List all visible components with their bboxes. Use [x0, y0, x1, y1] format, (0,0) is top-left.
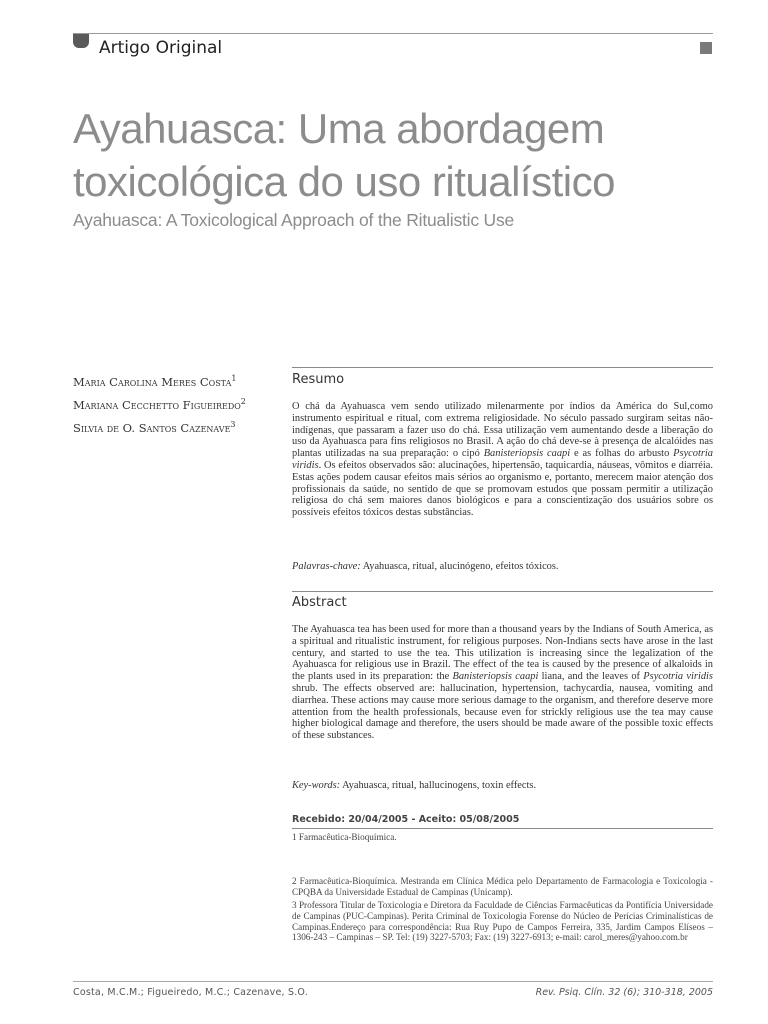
- abstract-heading: Abstract: [292, 595, 347, 610]
- header-rule: [73, 33, 713, 34]
- author-list: [73, 369, 288, 437]
- section-tab-marker: [73, 34, 89, 48]
- notes-rule: [292, 828, 713, 829]
- author: Maria Carolina Meres Costa$^1$: [73, 374, 237, 389]
- footer-rule: [73, 981, 713, 982]
- footnote-1: 1 Farmacêutica-Bioquímica.: [292, 832, 397, 842]
- title-english: Ayahuasca: A Toxicological Approach of the Ritualistic Use: [73, 210, 515, 230]
- footnote-3: 3 Professora Titular de Toxicologia e Diretora da Faculdade de Ciências Farmacêuticas da Pontifícia Universidade de Campinas (PUC-Campinas). Perita Criminal de Toxicologia Forense do Núcleo de Perícias Criminalísticas de Campinas.Endereço para correspondência: Rua Ruy Pupo de Campos Ferreira, 335, Jardim Campos Elíseos – 1306-243 – Campinas – SP. Tel: (19) 3227-5703; Fax: (19) 3227-6913; e-mail: carol_meres@yahoo.com.br: [292, 900, 713, 943]
- key-words: Key-words: Ayahuasca, ritual, hallucinogens, toxin effects.: [292, 780, 537, 791]
- resumo-text: O chá da Ayahuasca vem sendo utilizado milenarmente por índios da América do Sul,como instrumento espiritual e ritual, com extrema religiosidade. No século passado surgiram seitas não-indígenas, que passaram a fazer uso do chá. Essa utilização vem aumentando desde a liberação do uso da Ayahuasca para fins religiosos no Brasil. A ação do chá deve-se à presença de alcalóides nas plantas utilizadas na sua preparação: o cipó Banisteriopsis caapi e as folhas do arbusto Psycotria viridis. Os efeitos observados são: alucinações, hipertensão, taquicardia, náuseas, vômitos e diarréia. Estas ações podem causar efeitos mais sérios ao organismo e, portanto, merecem maior atenção dos profissionais da saúde, no sentido de que se promovam estudos que possam permitir a utilização religiosa do chá sem maiores danos biológicos e para a conscientização dos usuários sobre os possíveis efeitos tóxicos destas substâncias.: [292, 401, 713, 519]
- footer-authors: Costa, M.C.M.; Figueiredo, M.C.; Cazenave, S.O.: [73, 987, 308, 998]
- received-dates: Recebido: 20/04/2005 - Aceito: 05/08/2005: [292, 814, 520, 825]
- palavras-chave: Palavras-chave: Ayahuasca, ritual, alucinógeno, efeitos tóxicos.: [292, 561, 559, 572]
- resumo-heading: Resumo: [292, 372, 345, 387]
- abstract-text: The Ayahuasca tea has been used for more than a thousand years by the Indians of South America, as a spiritual and ritualistic instrument, for religious purposes. Non-Indians sects have arose in the last century, and started to use the tea. This utilization is increasing since the legalization of the Ayahuasca for religious use in Brazil. The effect of the tea is caused by the presence of alkaloids in the plants used in its preparation: the Banisteriopsis caapi liana, and the leaves of Psycotria viridis shrub. The effects observed are: hallucination, hypertension, tachycardia, nausea, vomiting and diarrhea. These actions may cause more serious damage to the organism, and therefore deserve more attention from the health professionals, because even for strickly religious use the tea may cause higher biological damage and therefore, the users should be made aware of the possible toxic effects of these substances.: [292, 624, 713, 742]
- abstract-rule: [292, 591, 713, 592]
- title-portuguese: Ayahuasca: Uma abordagem toxicológica do uso ritualístico: [73, 105, 615, 205]
- footer-citation: Rev. Psiq. Clín. 32 (6); 310-318, 2005: [535, 987, 713, 998]
- author: Silvia de O. Santos Cazenave$^3$: [73, 419, 236, 435]
- corner-square-marker: [700, 42, 712, 54]
- resumo-rule: [292, 367, 713, 368]
- footnote-2: 2 Farmacêutica-Bioquímica. Mestranda em Clínica Médica pelo Departamento de Farmacologia e Toxicologia - CPQBA da Universidade Estadual de Campinas (Unicamp).: [292, 876, 713, 897]
- section-label: Artigo Original: [99, 38, 223, 58]
- author: Mariana Cecchetto Figueiredo$^2$: [73, 396, 246, 412]
